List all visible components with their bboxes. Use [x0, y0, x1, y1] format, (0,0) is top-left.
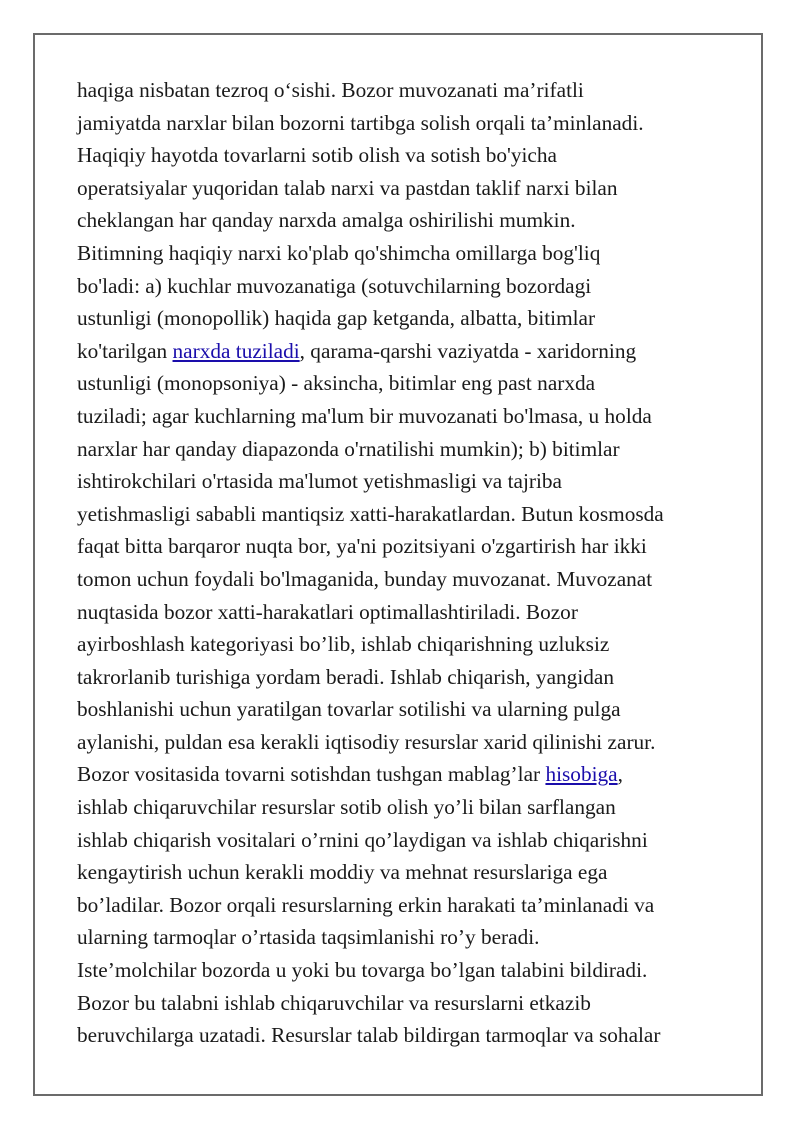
document-body	[77, 74, 747, 1052]
text-line: bo’ladilar. Bozor orqali resurslarning erkin harakati ta’minlanadi va	[77, 892, 655, 917]
text-line: operatsiyalar yuqoridan talab narxi va pastdan taklif narxi bilan	[77, 175, 618, 200]
text-line: beruvchilarga uzatadi. Resurslar talab bildirgan tarmoqlar va sohalar	[77, 1023, 661, 1048]
text-line: nuqtasida bozor xatti-harakatlari optimallashtiriladi. Bozor	[77, 599, 578, 624]
text-segment: ko'tarilgan	[77, 338, 173, 363]
text-line: ishlab chiqarish vositalari o’rnini qo’laydigan va ishlab chiqarishni	[77, 827, 648, 852]
text-line: boshlanishi uchun yaratilgan tovarlar sotilishi va ularning pulga	[77, 697, 621, 722]
text-line: narxlar har qanday diapazonda o'rnatilishi mumkin); b) bitimlar	[77, 436, 620, 461]
text-line: aylanishi, puldan esa kerakli iqtisodiy resurslar xarid qilinishi zarur.	[77, 729, 656, 754]
text-line: ishtirokchilari o'rtasida ma'lumot yetishmasligi va tajriba	[77, 469, 562, 494]
text-line: faqat bitta barqaror nuqta bor, ya'ni pozitsiyani o'zgartirish har ikki	[77, 534, 647, 559]
text-line: haqiga nisbatan tezroq o‘sishi. Bozor muvozanati ma’rifatli	[77, 78, 584, 102]
text-line: Bozor bu talabni ishlab chiqaruvchilar va resurslarni etkazib	[77, 990, 591, 1015]
text-line-with-link	[77, 758, 747, 791]
text-line: jamiyatda narxlar bilan bozorni tartibga solish orqali ta’minlanadi.	[77, 110, 644, 135]
text-line: ishlab chiqaruvchilar resurslar sotib olish yo’li bilan sarflangan	[77, 795, 616, 820]
text-line: ayirboshlash kategoriyasi bo’lib, ishlab chiqarishning uzluksiz	[77, 632, 610, 657]
text-line: tuziladi; agar kuchlarning ma'lum bir muvozanati bo'lmasa, u holda	[77, 403, 652, 428]
text-line: Bitimning haqiqiy narxi ko'plab qo'shimcha omillarga bog'liq	[77, 240, 601, 265]
text-line: Iste’molchilar bozorda u yoki bu tovarga bo’lgan talabini bildiradi.	[77, 958, 648, 983]
text-line: yetishmasligi sababli mantiqsiz xatti-harakatlardan. Butun kosmosda	[77, 501, 664, 526]
text-line: cheklangan har qanday narxda amalga oshirilishi mumkin.	[77, 208, 576, 233]
text-line-with-link	[77, 335, 747, 368]
text-line: takrorlanib turishiga yordam beradi. Ishlab chiqarish, yangidan	[77, 664, 614, 689]
text-line: ularning tarmoqlar o’rtasida taqsimlanishi ro’y beradi.	[77, 925, 540, 950]
text-line: kengaytirish uchun kerakli moddiy va mehnat resurslariga ega	[77, 860, 608, 885]
hisobiga-link[interactable]: hisobiga	[545, 762, 618, 787]
text-line: ustunligi (monopollik) haqida gap ketganda, albatta, bitimlar	[77, 306, 596, 331]
text-line: bo'ladi: a) kuchlar muvozanatiga (sotuvchilarning bozordagi	[77, 273, 592, 298]
text-line: Haqiqiy hayotda tovarlarni sotib olish va sotish bo'yicha	[77, 143, 557, 168]
text-line: ustunligi (monopsoniya) - aksincha, bitimlar eng past narxda	[77, 371, 596, 396]
text-segment: Bozor vositasida tovarni sotishdan tushgan mablag’lar	[77, 762, 546, 787]
narxda-tuziladi-link[interactable]: narxda tuziladi	[172, 338, 300, 363]
text-line: tomon uchun foydali bo'lmaganida, bunday muvozanat. Muvozanat	[77, 566, 653, 591]
text-segment: ,	[617, 762, 623, 787]
text-segment: , qarama-qarshi vaziyatda - xaridorning	[299, 338, 637, 363]
